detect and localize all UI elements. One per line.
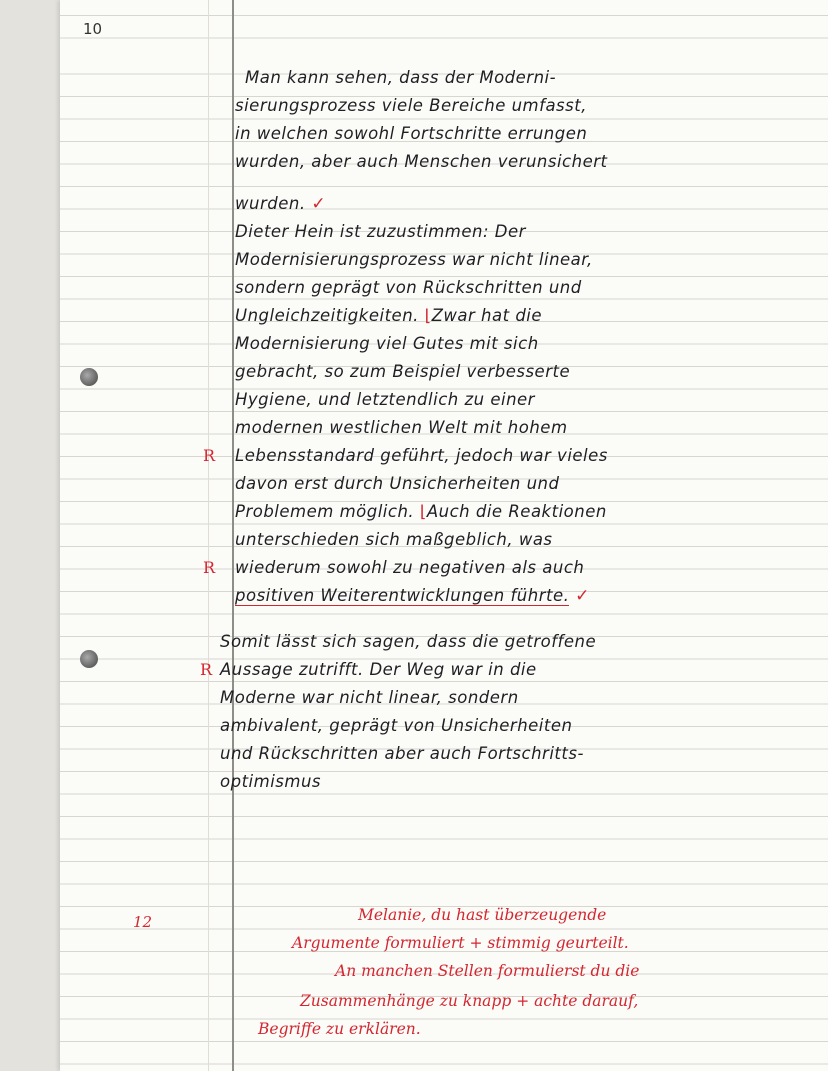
text-line: Ungleichzeitigkeiten. ⌊Zwar hat die (235, 306, 543, 325)
text-line: Modernisierung viel Gutes mit sich (235, 334, 539, 353)
text-line: Somit lässt sich sagen, dass die getroffene (220, 632, 597, 651)
text-line: Problemem möglich. ⌊Auch die Reaktionen (235, 502, 607, 521)
text-line: Man kann sehen, dass der Moderni- (245, 68, 557, 87)
teacher-feedback-line: Begriffe zu erklären. (258, 1020, 421, 1038)
check-mark-icon: ✓ (575, 586, 590, 606)
correction-bracket-icon: ⌊ (419, 502, 427, 521)
text-line: Dieter Hein ist zuzustimmen: Der (235, 222, 526, 241)
text-line: wurden, aber auch Menschen verunsichert (235, 152, 608, 171)
text-line: davon erst durch Unsicherheiten und (235, 474, 560, 493)
text-line: Modernisierungsprozess war nicht linear, (235, 250, 593, 269)
correction-bracket-icon: ⌊ (424, 306, 432, 325)
margin-correction-mark: R (203, 446, 216, 465)
text-line: Aussage zutrifft. Der Weg war in die (220, 660, 537, 679)
text-line: gebracht, so zum Beispiel verbesserte (235, 362, 571, 381)
margin-correction-mark: R (203, 558, 216, 577)
text-line: Lebensstandard geführt, jedoch war vieles (235, 446, 608, 465)
text-line: Moderne war nicht linear, sondern (220, 688, 519, 707)
teacher-feedback-line: Zusammenhänge zu knapp + achte darauf, (300, 992, 639, 1010)
binder-hole (80, 368, 98, 386)
text-line: Hygiene, und letztendlich zu einer (235, 390, 535, 409)
text-line: wurden. ✓ (235, 194, 327, 214)
grade-mark: 12 (133, 913, 153, 931)
text-line: modernen westlichen Welt mit hohem (235, 418, 568, 437)
margin-line (232, 0, 234, 1071)
page-fold (208, 0, 209, 1071)
check-mark-icon: ✓ (311, 194, 327, 214)
text-line: in welchen sowohl Fortschritte errungen (235, 124, 588, 143)
text-line: und Rückschritten aber auch Fortschritts- (220, 744, 584, 763)
text-line: unterschieden sich maßgeblich, was (235, 530, 553, 549)
teacher-feedback-line: Melanie, du hast überzeugende (358, 906, 607, 924)
binder-hole (80, 650, 98, 668)
margin-correction-mark: R (200, 660, 213, 679)
text-line: wiederum sowohl zu negativen als auch (235, 558, 585, 577)
text-line: sierungsprozess viele Bereiche umfasst, (235, 96, 587, 115)
text-line: ambivalent, geprägt von Unsicherheiten (220, 716, 573, 735)
page-number: 10 (83, 20, 103, 38)
text-line: sondern geprägt von Rückschritten und (235, 278, 582, 297)
text-line: optimismus (220, 772, 322, 791)
text-line: positiven Weiterentwicklungen führte. ✓ (235, 586, 590, 606)
teacher-feedback-line: Argumente formuliert + stimmig geurteilt. (292, 934, 629, 952)
teacher-feedback-line: An manchen Stellen formulierst du die (335, 962, 640, 980)
